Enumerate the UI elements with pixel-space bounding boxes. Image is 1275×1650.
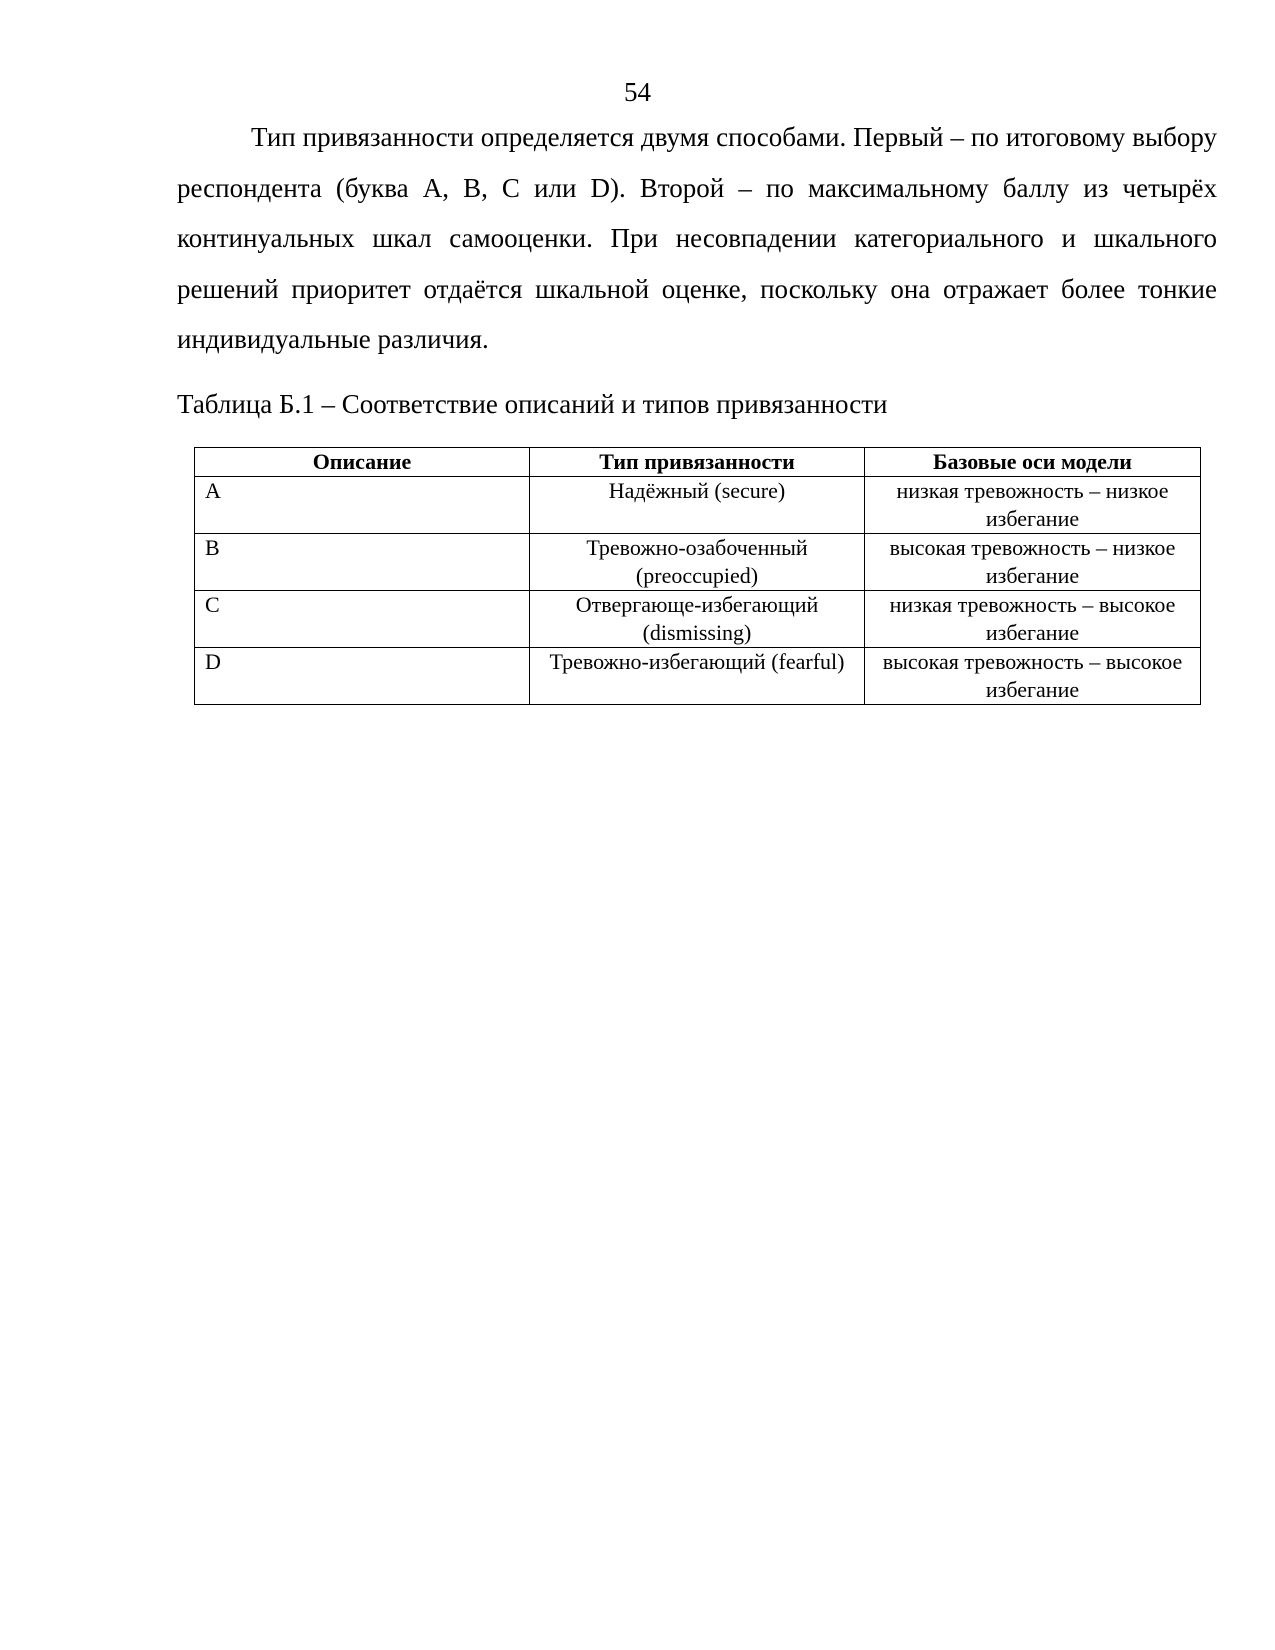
table-header-row [195,448,1201,477]
cell-model-axes: низкая тревожность – высокое избегание [865,591,1201,648]
cell-attachment-type: Тревожно-избегающий (fearful) [530,648,865,705]
cell-description: D [195,648,530,705]
header-attachment-type: Тип привязанности [530,448,865,477]
cell-model-axes: высокая тревожность – низкое избегание [865,534,1201,591]
cell-attachment-type: Надёжный (secure) [530,477,865,534]
header-description: Описание [195,448,530,477]
table-row [195,477,1201,534]
cell-model-axes: высокая тревожность – высокое избегание [865,648,1201,705]
cell-description: C [195,591,530,648]
cell-description: B [195,534,530,591]
header-model-axes: Базовые оси модели [865,448,1201,477]
body-paragraph: Тип привязанности определяется двумя способами. Первый – по итоговому выбору респондента (буква A, B, C или D). Второй – по максимальному баллу из четырёх континуальных шкал самооценки. При несовпадении категориального и шкального решений приоритет отдаётся шкальной оценке, поскольку она отражает более тонкие индивидуальные различия. [177,122,1217,354]
cell-model-axes: низкая тревожность – низкое избегание [865,477,1201,534]
table-row [195,534,1201,591]
cell-attachment-type: Отвергающе-избегающий (dismissing) [530,591,865,648]
table-row [195,648,1201,705]
table-caption: Таблица Б.1 – Соответствие описаний и типов привязанности [177,389,888,419]
page-number: 54 [624,77,651,107]
cell-attachment-type: Тревожно-озабоченный (preoccupied) [530,534,865,591]
cell-description: A [195,477,530,534]
attachment-types-table [194,447,1201,705]
table-row [195,591,1201,648]
